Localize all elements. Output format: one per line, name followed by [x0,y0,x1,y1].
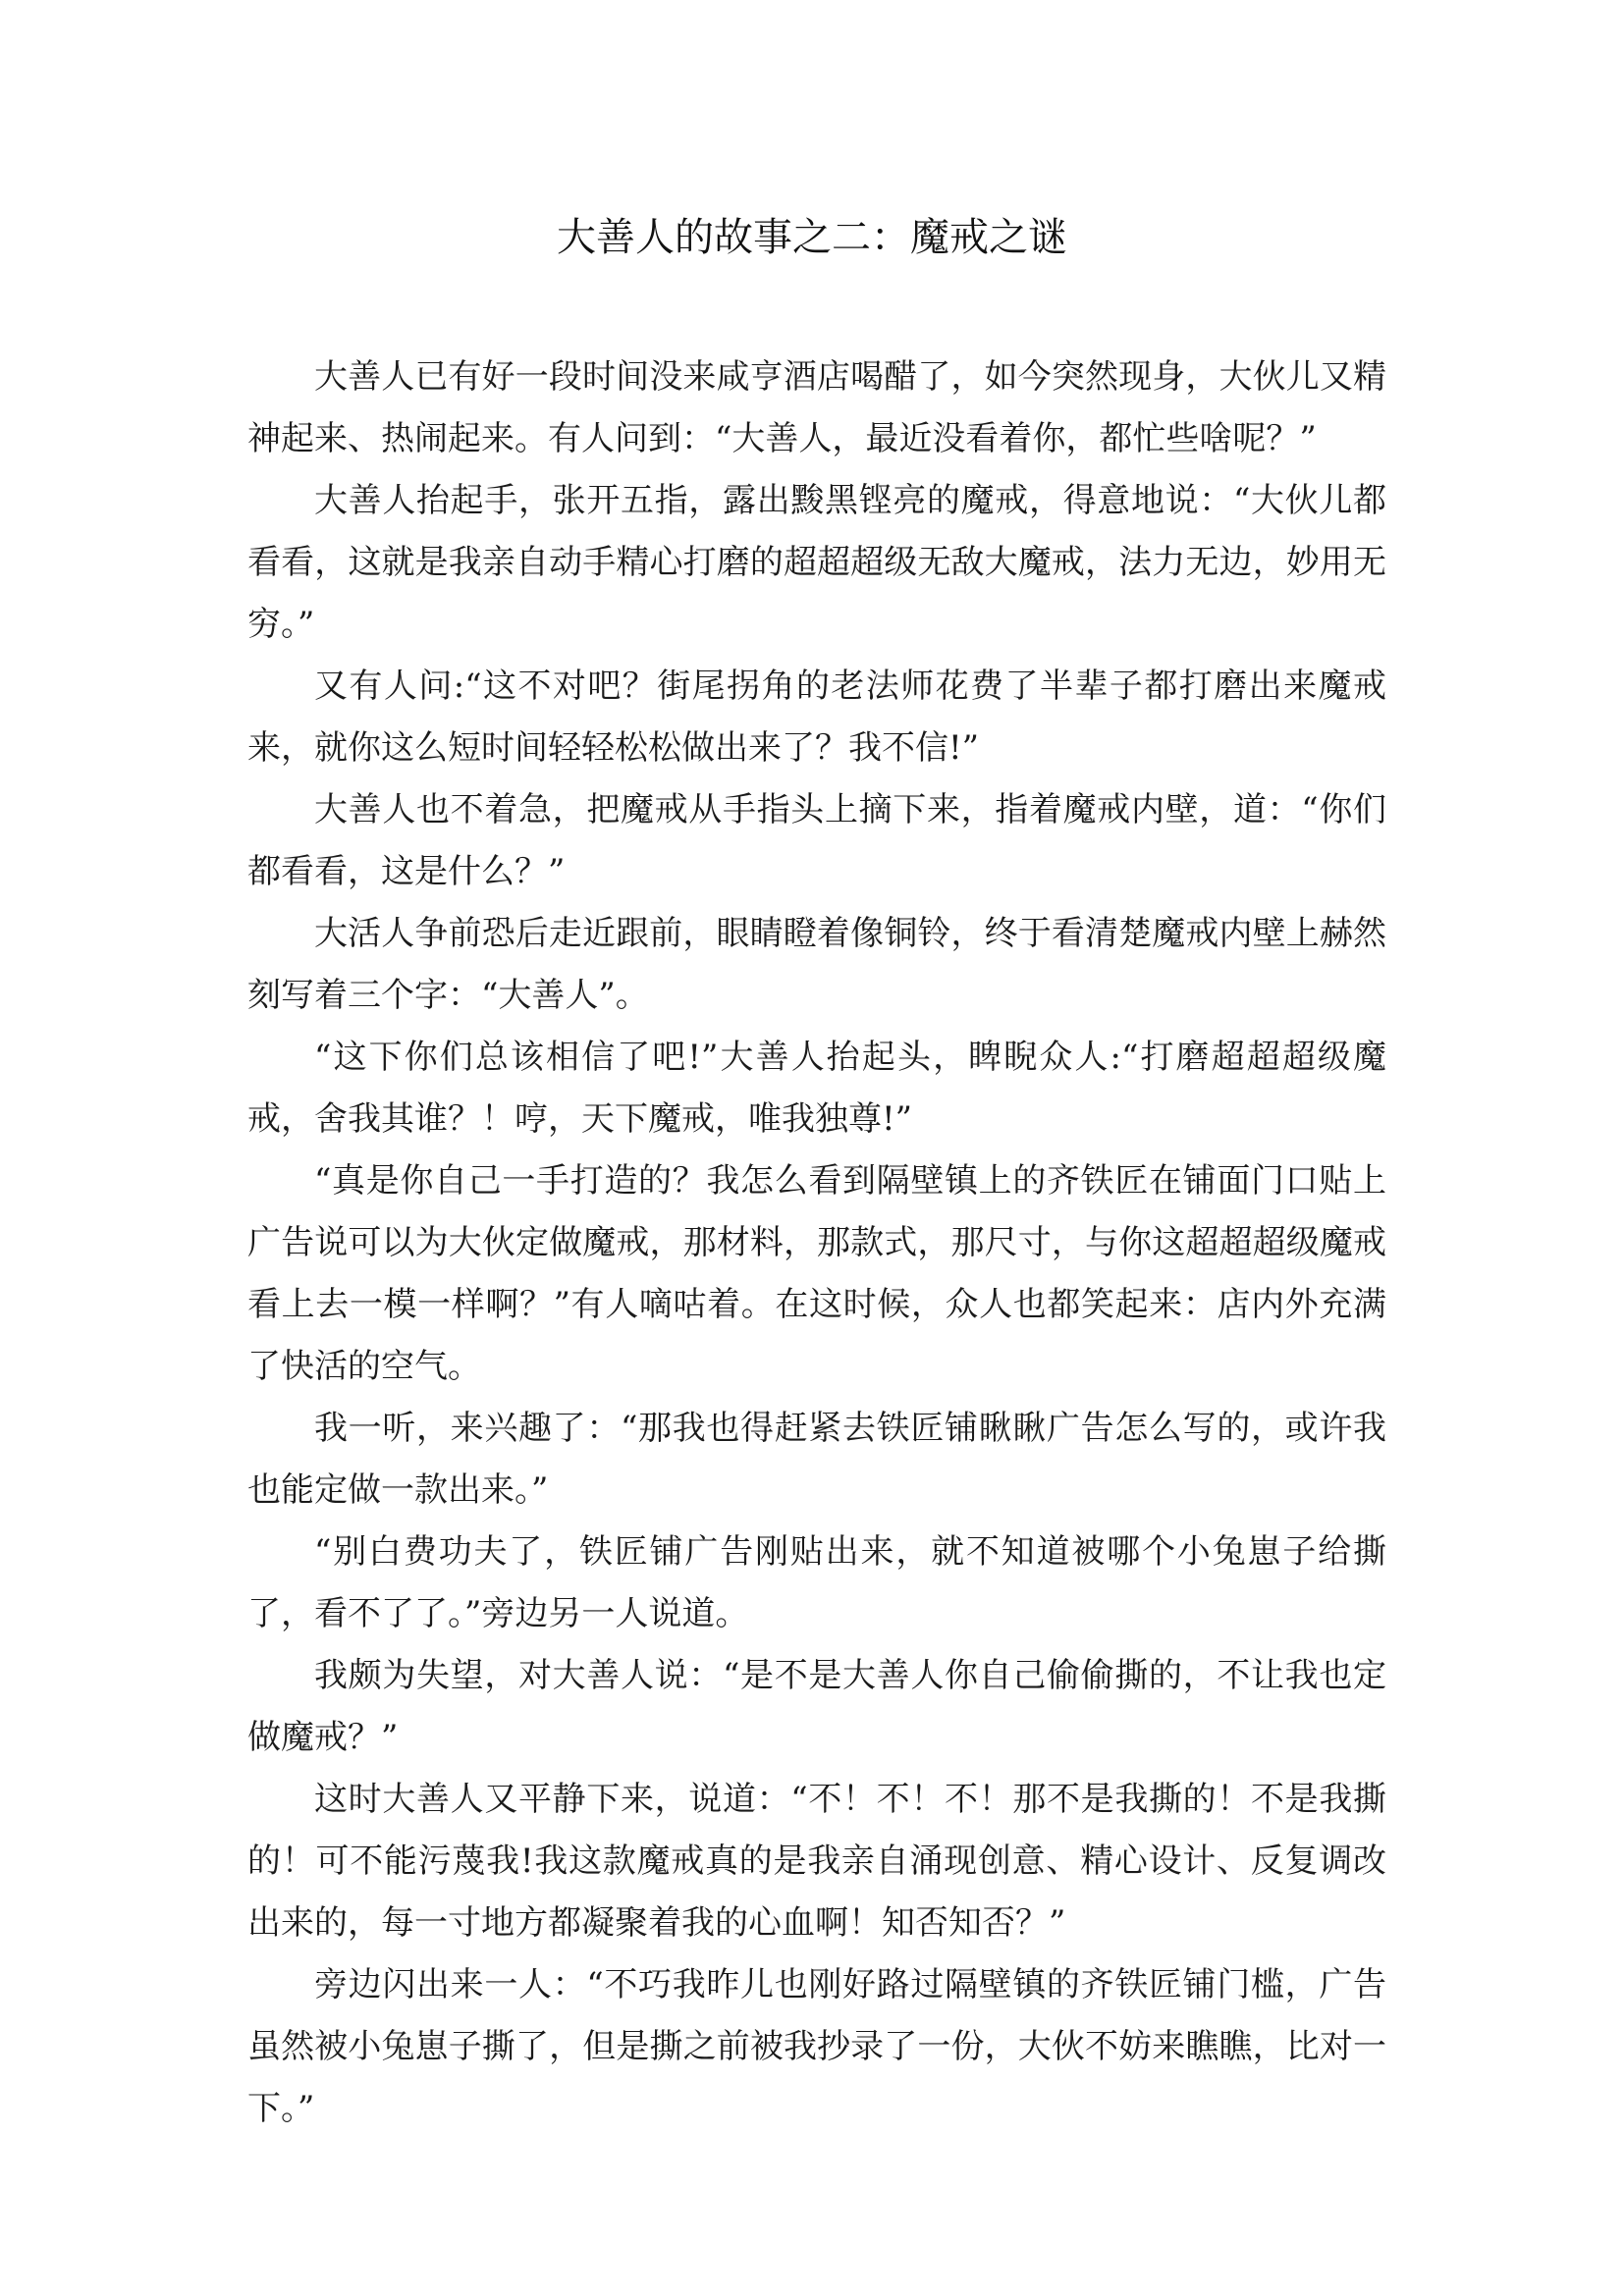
paragraph: 大善人已有好一段时间没来咸亨酒店喝醋了，如今突然现身，大伙儿又精神起来、热闹起来。有人问到：“大善人，最近没看着你，都忙些啥呢？” [247,357,1386,458]
paragraph: 旁边闪出来一人：“不巧我昨儿也刚好路过隔壁镇的齐铁匠铺门槛，广告虽然被小兔崽子撕了，但是撕之前被我抄录了一份，大伙不妨来瞧瞧，比对一下。” [247,1965,1386,2128]
document-title: 大善人的故事之二：魔戒之谜 [557,215,1067,260]
paragraph: 这时大善人又平静下来，说道：“不！不！不！那不是我撕的！不是我撕的！可不能污蔑我!我这款魔戒真的是我亲自涌现创意、精心设计、反复调改出来的，每一寸地方都凝聚着我的心血啊！知否知否？” [247,1780,1386,1943]
paragraph: 大善人抬起手，张开五指，露出黢黑铿亮的魔戒，得意地说：“大伙儿都看看，这就是我亲自动手精心打磨的超超超级无敌大魔戒，法力无边，妙用无穷。” [247,481,1386,644]
paragraph: 大善人也不着急，把魔戒从手指头上摘下来，指着魔戒内壁，道：“你们都看看，这是什么？” [247,790,1386,891]
paragraph: 我颇为失望，对大善人说：“是不是大善人你自己偷偷撕的，不让我也定做魔戒？” [247,1656,1386,1757]
document-body [247,347,1386,2140]
paragraph: “真是你自己一手打造的？我怎么看到隔壁镇上的齐铁匠在铺面门口贴上广告说可以为大伙定做魔戒，那材料，那款式，那尺寸，与你这超超超级魔戒看上去一模一样啊？”有人嘀咕着。在这时候，众人也都笑起来：店内外充满了快活的空气。 [247,1161,1386,1386]
paragraph: “这下你们总该相信了吧!”大善人抬起头，睥睨众人:“打磨超超超级魔戒，舍我其谁？！哼，天下魔戒，唯我独尊!” [247,1038,1386,1139]
paragraph: “别白费功夫了，铁匠铺广告刚贴出来，就不知道被哪个小兔崽子给撕了，看不了了。”旁边另一人说道。 [247,1532,1386,1633]
paragraph: 我一听，来兴趣了：“那我也得赶紧去铁匠铺瞅瞅广告怎么写的，或许我也能定做一款出来。” [247,1409,1386,1510]
paragraph: 又有人问:“这不对吧？街尾拐角的老法师花费了半辈子都打磨出来魔戒来，就你这么短时间轻轻松松做出来了？我不信!” [247,667,1386,768]
paragraph: 大活人争前恐后走近跟前，眼睛瞪着像铜铃，终于看清楚魔戒内壁上赫然刻写着三个字：“大善人”。 [247,914,1386,1015]
